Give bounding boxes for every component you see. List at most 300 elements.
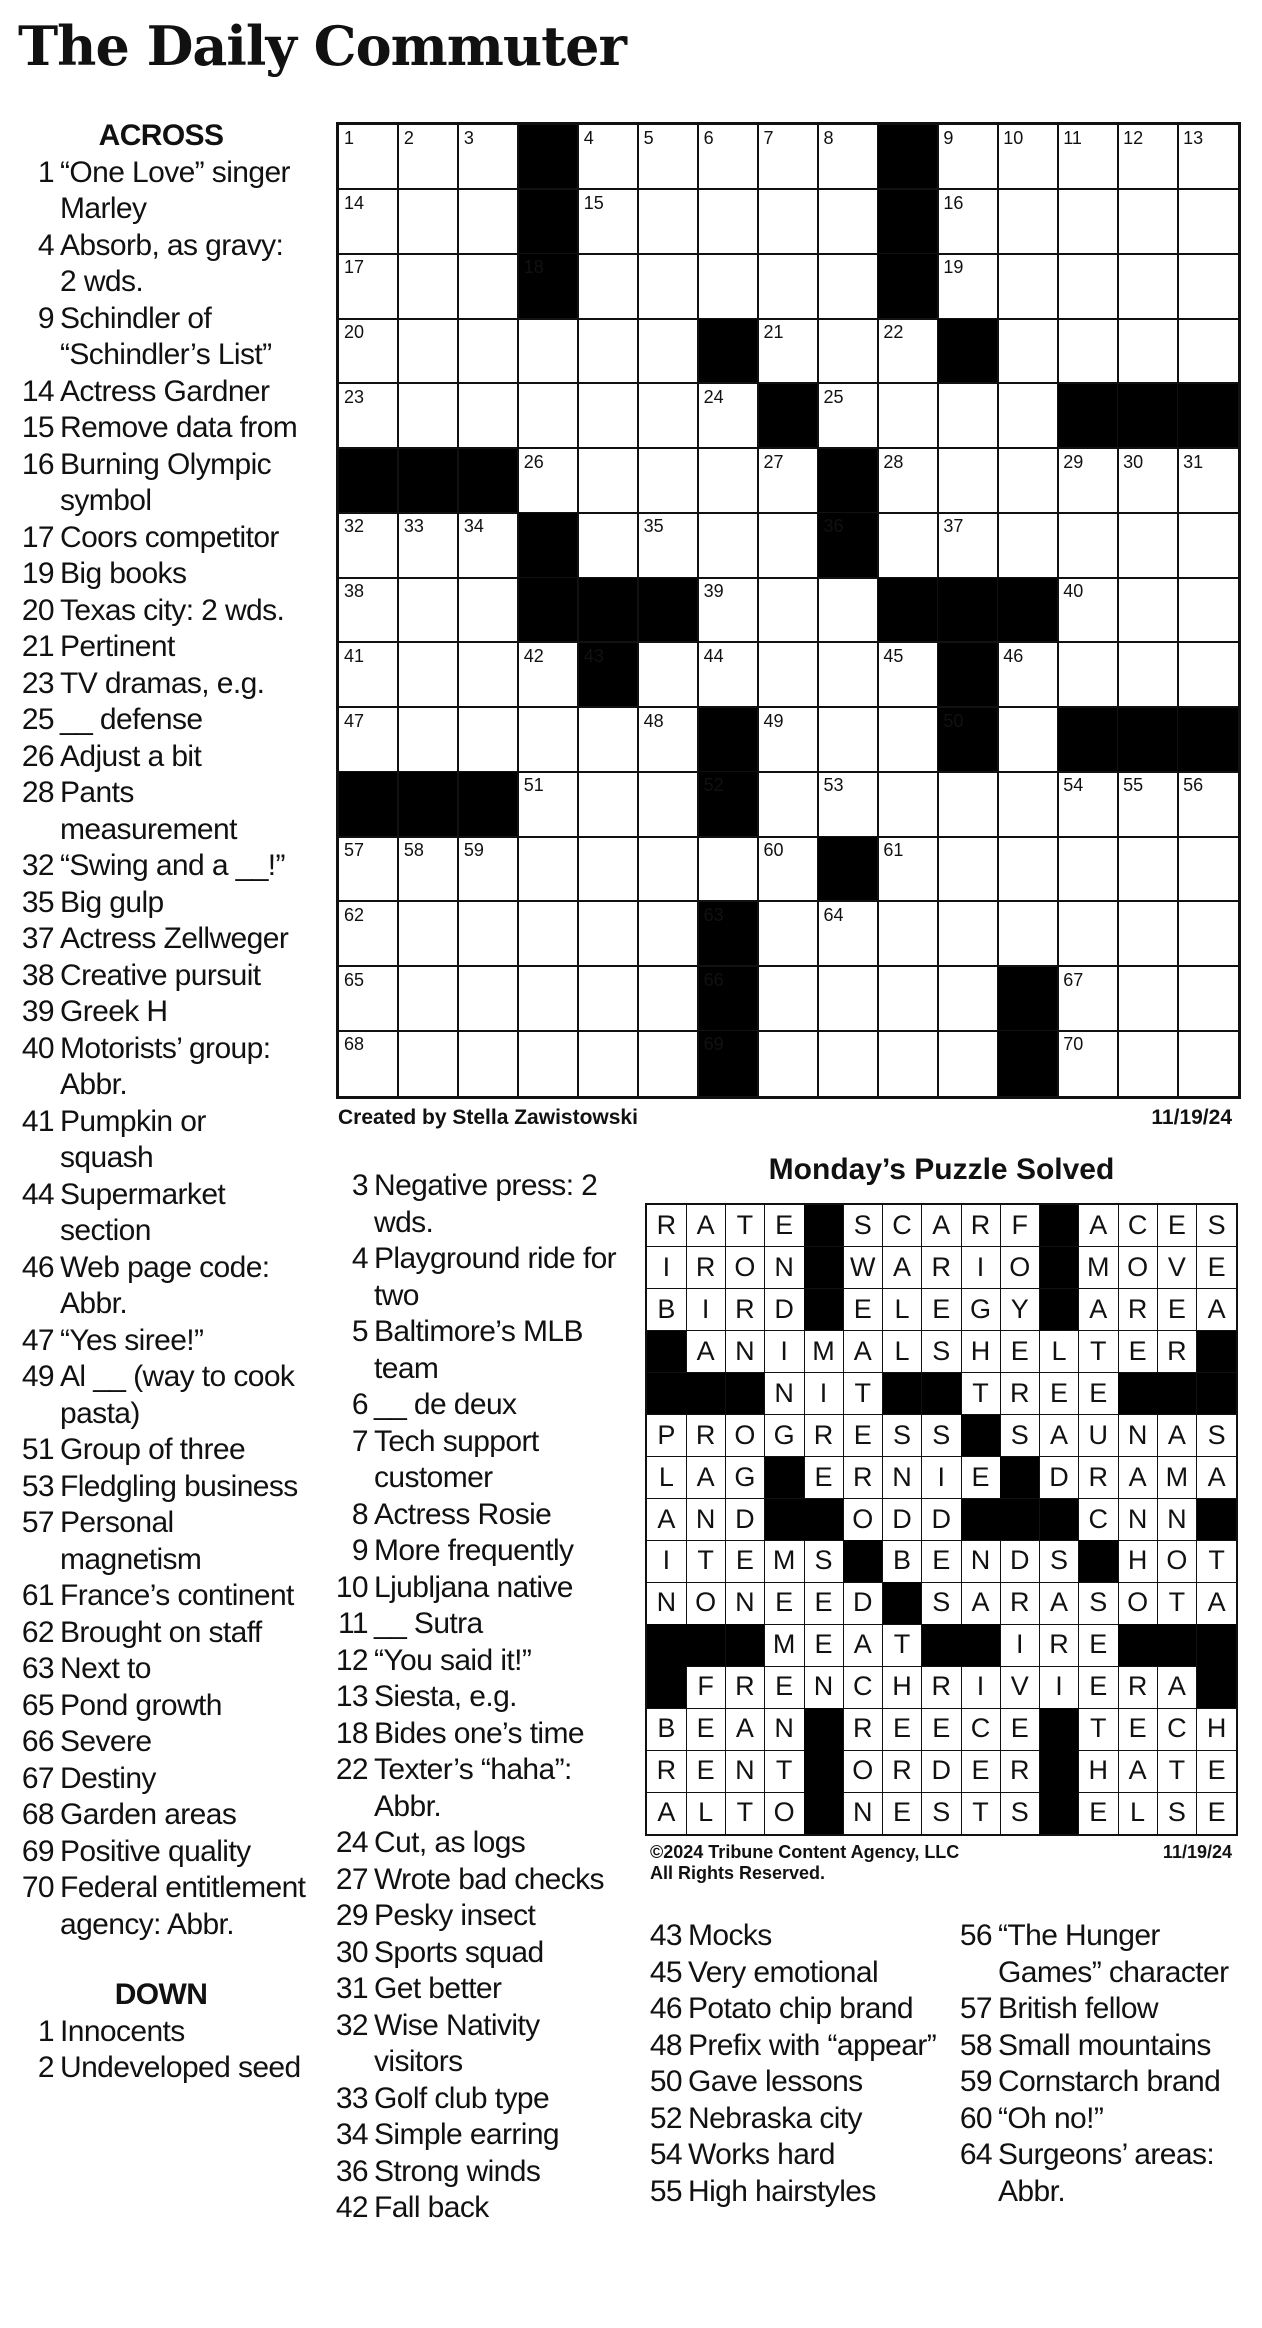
- grid-cell[interactable]: [818, 125, 878, 190]
- clue-item[interactable]: [16, 1651, 306, 1688]
- grid-cell[interactable]: [878, 449, 938, 514]
- clue-item[interactable]: [330, 1570, 620, 1607]
- grid-cell[interactable]: [878, 643, 938, 708]
- grid-cell[interactable]: [1058, 449, 1118, 514]
- cell-number: 20: [344, 322, 365, 343]
- grid-cell[interactable]: [938, 384, 998, 449]
- grid-cell[interactable]: [459, 384, 519, 449]
- clue-item[interactable]: [16, 1432, 306, 1469]
- grid-cell[interactable]: [339, 319, 399, 384]
- grid-cell[interactable]: [1178, 967, 1238, 1032]
- grid-cell[interactable]: [639, 772, 699, 837]
- clue-item[interactable]: [16, 410, 306, 447]
- clue-item[interactable]: [954, 1991, 1244, 2028]
- grid-cell[interactable]: [399, 319, 459, 384]
- clue-text: __ defense: [60, 703, 203, 736]
- grid-cell[interactable]: [759, 708, 819, 773]
- clue-number: 57: [21, 1506, 54, 1539]
- grid-cell[interactable]: [459, 125, 519, 190]
- grid-cell[interactable]: [1118, 190, 1178, 255]
- grid-cell[interactable]: [1118, 578, 1178, 643]
- clue-item[interactable]: [330, 1643, 620, 1680]
- grid-cell[interactable]: [639, 125, 699, 190]
- grid-cell[interactable]: [878, 772, 938, 837]
- clue-item[interactable]: [330, 2154, 620, 2191]
- grid-cell[interactable]: [938, 449, 998, 514]
- clue-item[interactable]: [16, 593, 306, 630]
- clue-text: Works hard: [688, 2138, 835, 2171]
- grid-cell[interactable]: [639, 1031, 699, 1096]
- clue-item[interactable]: [16, 1761, 306, 1798]
- clue-item[interactable]: [954, 2028, 1244, 2065]
- grid-cell[interactable]: [519, 449, 579, 514]
- clue-item[interactable]: [16, 1359, 306, 1432]
- clue-number: 35: [21, 885, 54, 919]
- clue-item[interactable]: [644, 2064, 944, 2101]
- grid-cell[interactable]: [519, 319, 579, 384]
- black-square: [519, 190, 579, 255]
- grid-cell[interactable]: [639, 190, 699, 255]
- clue-item[interactable]: [330, 2081, 620, 2118]
- grid-cell[interactable]: [459, 319, 519, 384]
- clue-item[interactable]: [330, 1679, 620, 1716]
- grid-cell[interactable]: [998, 513, 1058, 578]
- clue-item[interactable]: [644, 2028, 944, 2065]
- grid-cell[interactable]: [1058, 772, 1118, 837]
- grid-cell[interactable]: [699, 254, 759, 319]
- grid-cell[interactable]: [938, 190, 998, 255]
- grid-cell[interactable]: [579, 902, 639, 967]
- grid-cell[interactable]: [339, 190, 399, 255]
- grid-cell[interactable]: [519, 708, 579, 773]
- grid-cell[interactable]: [459, 967, 519, 1032]
- clue-item[interactable]: [16, 1323, 306, 1360]
- grid-cell[interactable]: [759, 1031, 819, 1096]
- grid-cell[interactable]: [699, 449, 759, 514]
- clue-item[interactable]: [16, 447, 306, 520]
- clue-item[interactable]: [954, 1918, 1244, 1991]
- grid-cell[interactable]: [998, 837, 1058, 902]
- grid-cell[interactable]: [759, 772, 819, 837]
- grid-cell[interactable]: [639, 643, 699, 708]
- answer-cell: E: [804, 1624, 844, 1666]
- grid-cell[interactable]: [399, 125, 459, 190]
- clue-item[interactable]: [330, 1825, 620, 1862]
- grid-cell[interactable]: [459, 902, 519, 967]
- grid-cell[interactable]: [1178, 1031, 1238, 1096]
- grid-cell[interactable]: [1118, 449, 1178, 514]
- grid-cell[interactable]: [639, 513, 699, 578]
- grid-cell[interactable]: [579, 125, 639, 190]
- clue-item[interactable]: [16, 1870, 306, 1943]
- grid-cell[interactable]: [998, 902, 1058, 967]
- grid-cell[interactable]: [339, 125, 399, 190]
- grid-cell[interactable]: [1118, 254, 1178, 319]
- grid-cell[interactable]: [579, 837, 639, 902]
- grid-cell[interactable]: [938, 513, 998, 578]
- grid-cell[interactable]: [818, 772, 878, 837]
- grid-cell[interactable]: [1118, 319, 1178, 384]
- clue-item[interactable]: [330, 1898, 620, 1935]
- grid-cell[interactable]: [1178, 772, 1238, 837]
- answer-cell: L: [883, 1331, 923, 1373]
- grid-cell[interactable]: [938, 902, 998, 967]
- grid-cell[interactable]: [639, 254, 699, 319]
- clue-item[interactable]: [16, 885, 306, 922]
- clue-item[interactable]: [16, 702, 306, 739]
- grid-cell[interactable]: [699, 578, 759, 643]
- clue-item[interactable]: [330, 1241, 620, 1314]
- answer-cell: A: [883, 1247, 923, 1289]
- clue-number: 30: [335, 1935, 368, 1969]
- grid-cell[interactable]: [878, 902, 938, 967]
- grid-cell[interactable]: [639, 384, 699, 449]
- grid-cell[interactable]: [339, 967, 399, 1032]
- grid-cell[interactable]: [998, 643, 1058, 708]
- grid-cell[interactable]: [1118, 902, 1178, 967]
- grid-cell[interactable]: [759, 125, 819, 190]
- grid-cell[interactable]: [1058, 513, 1118, 578]
- clue-item[interactable]: [16, 2050, 306, 2087]
- grid-cell[interactable]: [339, 384, 399, 449]
- clue-item[interactable]: [16, 1688, 306, 1725]
- clue-item[interactable]: [330, 1971, 620, 2008]
- grid-cell[interactable]: [998, 772, 1058, 837]
- grid-cell[interactable]: [818, 578, 878, 643]
- clue-item[interactable]: [16, 556, 306, 593]
- clue-item[interactable]: [16, 1615, 306, 1652]
- grid-cell[interactable]: [699, 643, 759, 708]
- grid-cell[interactable]: [459, 578, 519, 643]
- grid-cell[interactable]: [519, 384, 579, 449]
- grid-cell[interactable]: [399, 1031, 459, 1096]
- grid-cell[interactable]: [519, 967, 579, 1032]
- clue-item[interactable]: [330, 1314, 620, 1387]
- grid-cell[interactable]: [1178, 643, 1238, 708]
- grid-cell[interactable]: [399, 254, 459, 319]
- grid-cell[interactable]: [759, 319, 819, 384]
- grid-cell[interactable]: [579, 967, 639, 1032]
- clue-item[interactable]: [644, 2137, 944, 2174]
- grid-cell[interactable]: [759, 254, 819, 319]
- grid-cell[interactable]: [399, 384, 459, 449]
- grid-cell[interactable]: [759, 578, 819, 643]
- grid-cell[interactable]: [1178, 125, 1238, 190]
- clue-item[interactable]: [330, 1497, 620, 1534]
- grid-cell[interactable]: [339, 708, 399, 773]
- grid-cell[interactable]: [938, 1031, 998, 1096]
- clue-item[interactable]: [16, 2014, 306, 2051]
- answer-cell: A: [843, 1624, 883, 1666]
- clue-item[interactable]: [330, 1716, 620, 1753]
- answer-cell: L: [1118, 1792, 1158, 1834]
- clue-text: Strong winds: [374, 2154, 541, 2188]
- grid-cell[interactable]: [1058, 643, 1118, 708]
- grid-cell[interactable]: [938, 125, 998, 190]
- grid-cell[interactable]: [1058, 319, 1118, 384]
- grid-cell[interactable]: [1058, 254, 1118, 319]
- grid-cell[interactable]: [1178, 578, 1238, 643]
- answer-cell: E: [1118, 1708, 1158, 1750]
- grid-cell[interactable]: [998, 319, 1058, 384]
- clue-item[interactable]: [16, 374, 306, 411]
- grid-cell[interactable]: [579, 772, 639, 837]
- grid-cell[interactable]: [818, 708, 878, 773]
- black-square: [399, 449, 459, 514]
- grid-cell[interactable]: [399, 902, 459, 967]
- grid-cell[interactable]: [1178, 513, 1238, 578]
- grid-cell[interactable]: [1118, 513, 1178, 578]
- black-square: [759, 384, 819, 449]
- clue-item[interactable]: [330, 2190, 620, 2227]
- grid-cell[interactable]: [459, 643, 519, 708]
- grid-cell[interactable]: [579, 190, 639, 255]
- grid-cell[interactable]: [938, 967, 998, 1032]
- grid-cell[interactable]: [459, 708, 519, 773]
- answer-cell: C: [1157, 1708, 1197, 1750]
- answer-cell: I: [647, 1247, 687, 1289]
- clue-item[interactable]: [954, 2064, 1244, 2101]
- clue-item[interactable]: [16, 155, 306, 228]
- clue-item[interactable]: [16, 228, 306, 301]
- clue-item[interactable]: [644, 1955, 944, 1992]
- clue-item[interactable]: [644, 1918, 944, 1955]
- black-square: [647, 1624, 687, 1666]
- clue-item[interactable]: [330, 1862, 620, 1899]
- grid-cell[interactable]: [699, 513, 759, 578]
- grid-cell[interactable]: [1058, 902, 1118, 967]
- grid-cell[interactable]: [399, 708, 459, 773]
- grid-cell[interactable]: [339, 254, 399, 319]
- grid-cell[interactable]: [998, 384, 1058, 449]
- grid-cell[interactable]: [878, 384, 938, 449]
- grid-cell[interactable]: [1118, 967, 1178, 1032]
- answer-cell: E: [1157, 1289, 1197, 1331]
- answer-cell: O: [686, 1582, 726, 1624]
- grid-cell[interactable]: [519, 902, 579, 967]
- grid-cell[interactable]: [998, 449, 1058, 514]
- clue-item[interactable]: [330, 1935, 620, 1972]
- cell-number: 36: [823, 516, 844, 537]
- grid-cell[interactable]: [759, 837, 819, 902]
- crossword-grid[interactable]: [336, 122, 1241, 1099]
- clue-text: Actress Rosie: [374, 1497, 552, 1531]
- grid-cell[interactable]: [878, 967, 938, 1032]
- grid-cell[interactable]: [759, 513, 819, 578]
- grid-cell[interactable]: [1178, 254, 1238, 319]
- clue-item[interactable]: [16, 848, 306, 885]
- answer-cell: A: [647, 1499, 687, 1541]
- answer-cell: E: [686, 1708, 726, 1750]
- grid-cell[interactable]: [459, 513, 519, 578]
- answer-cell: A: [1157, 1415, 1197, 1457]
- grid-cell[interactable]: [1178, 837, 1238, 902]
- clue-item[interactable]: [644, 1991, 944, 2028]
- grid-cell[interactable]: [1118, 643, 1178, 708]
- clue-item[interactable]: [16, 1104, 306, 1177]
- grid-cell[interactable]: [519, 1031, 579, 1096]
- grid-cell[interactable]: [339, 902, 399, 967]
- grid-cell[interactable]: [639, 967, 699, 1032]
- clue-item[interactable]: [16, 301, 306, 374]
- clue-item[interactable]: [16, 775, 306, 848]
- grid-cell[interactable]: [399, 643, 459, 708]
- grid-cell[interactable]: [399, 513, 459, 578]
- grid-cell[interactable]: [1058, 837, 1118, 902]
- clue-item[interactable]: [16, 1177, 306, 1250]
- grid-cell[interactable]: [399, 578, 459, 643]
- grid-cell[interactable]: [579, 1031, 639, 1096]
- grid-cell[interactable]: [339, 1031, 399, 1096]
- grid-cell[interactable]: [759, 902, 819, 967]
- grid-cell[interactable]: [998, 708, 1058, 773]
- grid-cell[interactable]: [579, 384, 639, 449]
- grid-cell[interactable]: [579, 449, 639, 514]
- grid-cell[interactable]: [699, 125, 759, 190]
- grid-cell[interactable]: [1118, 837, 1178, 902]
- grid-cell[interactable]: [639, 449, 699, 514]
- black-square: [804, 1247, 844, 1289]
- clue-number: 36: [335, 2154, 368, 2188]
- clue-item[interactable]: [954, 2137, 1244, 2210]
- clue-item[interactable]: [330, 1424, 620, 1497]
- clue-item[interactable]: [330, 1168, 620, 1241]
- clue-text: Pond growth: [60, 1688, 222, 1722]
- grid-cell[interactable]: [1178, 449, 1238, 514]
- grid-cell[interactable]: [699, 837, 759, 902]
- clue-item[interactable]: [330, 1533, 620, 1570]
- grid-cell[interactable]: [818, 190, 878, 255]
- clue-item[interactable]: [330, 1606, 620, 1643]
- grid-cell[interactable]: [818, 902, 878, 967]
- grid-cell[interactable]: [818, 643, 878, 708]
- grid-cell[interactable]: [639, 708, 699, 773]
- clue-item[interactable]: [16, 739, 306, 776]
- grid-cell[interactable]: [339, 643, 399, 708]
- grid-cell[interactable]: [459, 837, 519, 902]
- cell-number: 53: [823, 775, 844, 796]
- clue-item[interactable]: [330, 1752, 620, 1825]
- clue-item[interactable]: [330, 1387, 620, 1424]
- clue-item[interactable]: [644, 2101, 944, 2138]
- grid-cell[interactable]: [459, 190, 519, 255]
- clue-item[interactable]: [16, 1797, 306, 1834]
- grid-cell[interactable]: [878, 513, 938, 578]
- grid-cell[interactable]: [1058, 125, 1118, 190]
- grid-cell[interactable]: [818, 254, 878, 319]
- grid-cell[interactable]: [399, 967, 459, 1032]
- grid-cell[interactable]: [579, 513, 639, 578]
- black-square: [519, 578, 579, 643]
- grid-cell[interactable]: [759, 643, 819, 708]
- grid-cell[interactable]: [818, 967, 878, 1032]
- clue-item[interactable]: [16, 629, 306, 666]
- grid-cell[interactable]: [639, 837, 699, 902]
- grid-cell[interactable]: [1118, 772, 1178, 837]
- clue-item[interactable]: [16, 666, 306, 703]
- cell-number: 47: [344, 710, 365, 731]
- grid-cell[interactable]: [998, 190, 1058, 255]
- answer-cell: N: [647, 1582, 687, 1624]
- clue-item[interactable]: [16, 1505, 306, 1578]
- black-square: [579, 643, 639, 708]
- grid-cell[interactable]: [1058, 967, 1118, 1032]
- grid-cell[interactable]: [339, 513, 399, 578]
- grid-cell[interactable]: [399, 837, 459, 902]
- black-square: [804, 1708, 844, 1750]
- grid-cell[interactable]: [818, 1031, 878, 1096]
- grid-cell[interactable]: [818, 319, 878, 384]
- clue-item[interactable]: [16, 1031, 306, 1104]
- grid-cell[interactable]: [519, 772, 579, 837]
- grid-cell[interactable]: [1118, 125, 1178, 190]
- grid-cell[interactable]: [759, 967, 819, 1032]
- grid-cell[interactable]: [699, 190, 759, 255]
- clue-item[interactable]: [16, 1578, 306, 1615]
- grid-cell[interactable]: [339, 837, 399, 902]
- clue-item[interactable]: [330, 2117, 620, 2154]
- clue-item[interactable]: [16, 1834, 306, 1871]
- clue-item[interactable]: [644, 2174, 944, 2211]
- clue-item[interactable]: [16, 1469, 306, 1506]
- clue-item[interactable]: [954, 2101, 1244, 2138]
- grid-cell[interactable]: [699, 384, 759, 449]
- grid-cell[interactable]: [579, 254, 639, 319]
- grid-cell[interactable]: [1178, 319, 1238, 384]
- black-square: [699, 319, 759, 384]
- grid-cell[interactable]: [519, 643, 579, 708]
- grid-cell[interactable]: [998, 254, 1058, 319]
- grid-cell[interactable]: [1058, 1031, 1118, 1096]
- grid-cell[interactable]: [759, 190, 819, 255]
- grid-cell[interactable]: [818, 384, 878, 449]
- grid-cell[interactable]: [938, 254, 998, 319]
- clue-item[interactable]: [16, 1724, 306, 1761]
- grid-cell[interactable]: [1118, 1031, 1178, 1096]
- grid-cell[interactable]: [1178, 902, 1238, 967]
- clue-item[interactable]: [16, 958, 306, 995]
- grid-cell[interactable]: [459, 1031, 519, 1096]
- clue-item[interactable]: [16, 921, 306, 958]
- grid-cell[interactable]: [938, 772, 998, 837]
- clue-item[interactable]: [16, 1250, 306, 1323]
- grid-cell[interactable]: [938, 837, 998, 902]
- clue-text: Pants measurement: [60, 776, 237, 846]
- grid-cell[interactable]: [878, 319, 938, 384]
- clue-item[interactable]: [16, 994, 306, 1031]
- clue-number: 65: [21, 1688, 54, 1722]
- grid-cell[interactable]: [639, 319, 699, 384]
- grid-cell[interactable]: [878, 708, 938, 773]
- grid-cell[interactable]: [998, 125, 1058, 190]
- grid-cell[interactable]: [878, 837, 938, 902]
- grid-cell[interactable]: [878, 1031, 938, 1096]
- clue-item[interactable]: [16, 520, 306, 557]
- grid-cell[interactable]: [1058, 578, 1118, 643]
- grid-cell[interactable]: [579, 708, 639, 773]
- clue-text: Web page code: Abbr.: [60, 1250, 270, 1320]
- grid-cell[interactable]: [639, 902, 699, 967]
- grid-cell[interactable]: [519, 837, 579, 902]
- grid-cell[interactable]: [339, 578, 399, 643]
- grid-cell[interactable]: [579, 319, 639, 384]
- grid-cell[interactable]: [1178, 190, 1238, 255]
- grid-cell[interactable]: [759, 449, 819, 514]
- grid-cell[interactable]: [1058, 190, 1118, 255]
- clue-item[interactable]: [330, 2008, 620, 2081]
- grid-cell[interactable]: [399, 190, 459, 255]
- grid-cell[interactable]: [459, 254, 519, 319]
